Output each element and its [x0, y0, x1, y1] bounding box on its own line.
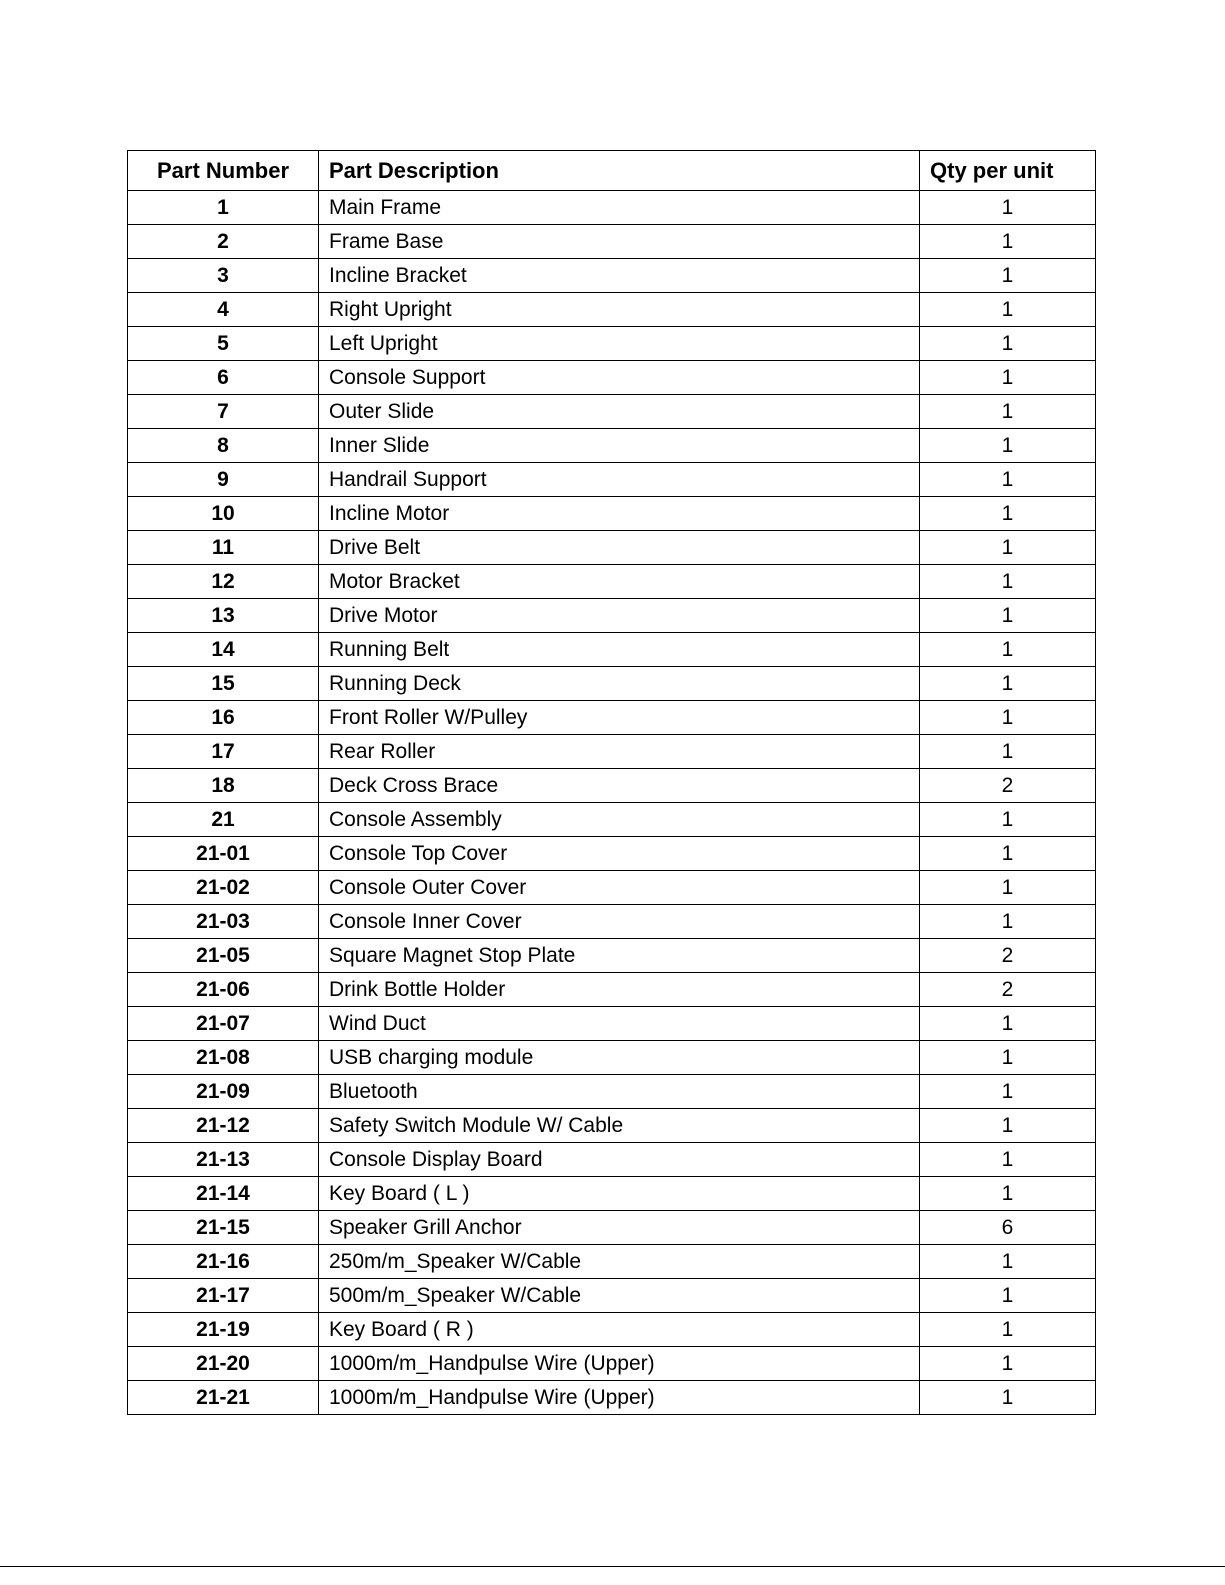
part-number-cell: 21-09 [128, 1075, 319, 1109]
part-description-cell: Motor Bracket [319, 565, 920, 599]
table-row [128, 497, 1096, 531]
qty-cell: 1 [920, 259, 1096, 293]
part-number-cell: 21-02 [128, 871, 319, 905]
qty-cell: 2 [920, 769, 1096, 803]
table-row [128, 293, 1096, 327]
part-description-cell: Key Board ( L ) [319, 1177, 920, 1211]
qty-cell: 1 [920, 1143, 1096, 1177]
table-row [128, 939, 1096, 973]
qty-cell: 1 [920, 293, 1096, 327]
part-description-cell: Rear Roller [319, 735, 920, 769]
part-number-cell: 21-16 [128, 1245, 319, 1279]
qty-cell: 1 [920, 735, 1096, 769]
table-row [128, 463, 1096, 497]
qty-cell: 1 [920, 225, 1096, 259]
table-row [128, 735, 1096, 769]
part-number-cell: 7 [128, 395, 319, 429]
part-number-cell: 21-21 [128, 1381, 319, 1415]
part-number-cell: 21-19 [128, 1313, 319, 1347]
table-row [128, 531, 1096, 565]
qty-cell: 1 [920, 1041, 1096, 1075]
qty-cell: 1 [920, 1381, 1096, 1415]
part-description-cell: Drive Motor [319, 599, 920, 633]
table-row [128, 1211, 1096, 1245]
part-description-cell: Incline Bracket [319, 259, 920, 293]
qty-cell: 1 [920, 599, 1096, 633]
table-row [128, 1279, 1096, 1313]
table-row [128, 803, 1096, 837]
qty-cell: 1 [920, 497, 1096, 531]
part-number-cell: 21-14 [128, 1177, 319, 1211]
table-row [128, 973, 1096, 1007]
qty-cell: 1 [920, 361, 1096, 395]
part-description-cell: Left Upright [319, 327, 920, 361]
part-number-cell: 9 [128, 463, 319, 497]
part-number-cell: 21-03 [128, 905, 319, 939]
part-description-cell: Incline Motor [319, 497, 920, 531]
table-row [128, 565, 1096, 599]
table-row [128, 429, 1096, 463]
part-description-cell: Drive Belt [319, 531, 920, 565]
part-number-cell: 18 [128, 769, 319, 803]
table-row [128, 905, 1096, 939]
parts-table [127, 150, 1096, 1415]
qty-cell: 1 [920, 667, 1096, 701]
table-row [128, 1007, 1096, 1041]
part-number-cell: 13 [128, 599, 319, 633]
part-number-cell: 21-05 [128, 939, 319, 973]
part-description-cell: Console Inner Cover [319, 905, 920, 939]
part-description-cell: USB charging module [319, 1041, 920, 1075]
part-number-cell: 14 [128, 633, 319, 667]
qty-cell: 1 [920, 191, 1096, 225]
part-number-cell: 1 [128, 191, 319, 225]
qty-cell: 1 [920, 429, 1096, 463]
part-number-cell: 2 [128, 225, 319, 259]
table-row [128, 701, 1096, 735]
part-number-cell: 8 [128, 429, 319, 463]
header-qty-per-unit: Qty per unit [920, 151, 1096, 191]
table-row [128, 191, 1096, 225]
table-row [128, 395, 1096, 429]
part-number-cell: 15 [128, 667, 319, 701]
qty-cell: 2 [920, 939, 1096, 973]
part-description-cell: 500m/m_Speaker W/Cable [319, 1279, 920, 1313]
parts-table-body [128, 191, 1096, 1415]
part-number-cell: 10 [128, 497, 319, 531]
qty-cell: 1 [920, 531, 1096, 565]
part-description-cell: Square Magnet Stop Plate [319, 939, 920, 973]
qty-cell: 1 [920, 327, 1096, 361]
qty-cell: 6 [920, 1211, 1096, 1245]
part-description-cell: Bluetooth [319, 1075, 920, 1109]
qty-cell: 1 [920, 1177, 1096, 1211]
qty-cell: 1 [920, 1007, 1096, 1041]
qty-cell: 1 [920, 1075, 1096, 1109]
qty-cell: 1 [920, 905, 1096, 939]
part-description-cell: Frame Base [319, 225, 920, 259]
header-part-description: Part Description [319, 151, 920, 191]
qty-cell: 1 [920, 871, 1096, 905]
table-row [128, 871, 1096, 905]
qty-cell: 1 [920, 803, 1096, 837]
part-description-cell: Running Belt [319, 633, 920, 667]
part-description-cell: Running Deck [319, 667, 920, 701]
qty-cell: 1 [920, 1279, 1096, 1313]
qty-cell: 1 [920, 463, 1096, 497]
part-description-cell: Inner Slide [319, 429, 920, 463]
part-number-cell: 21-07 [128, 1007, 319, 1041]
part-description-cell: Deck Cross Brace [319, 769, 920, 803]
part-description-cell: Console Top Cover [319, 837, 920, 871]
qty-cell: 2 [920, 973, 1096, 1007]
part-number-cell: 3 [128, 259, 319, 293]
part-description-cell: Front Roller W/Pulley [319, 701, 920, 735]
table-row [128, 1177, 1096, 1211]
part-number-cell: 11 [128, 531, 319, 565]
table-row [128, 1313, 1096, 1347]
part-number-cell: 21-13 [128, 1143, 319, 1177]
header-part-number: Part Number [128, 151, 319, 191]
table-row [128, 259, 1096, 293]
table-row [128, 1245, 1096, 1279]
table-row [128, 599, 1096, 633]
part-description-cell: 250m/m_Speaker W/Cable [319, 1245, 920, 1279]
qty-cell: 1 [920, 1109, 1096, 1143]
part-number-cell: 21-17 [128, 1279, 319, 1313]
part-number-cell: 17 [128, 735, 319, 769]
table-row [128, 1347, 1096, 1381]
part-description-cell: Drink Bottle Holder [319, 973, 920, 1007]
part-description-cell: Outer Slide [319, 395, 920, 429]
part-number-cell: 12 [128, 565, 319, 599]
part-description-cell: Safety Switch Module W/ Cable [319, 1109, 920, 1143]
part-description-cell: Console Display Board [319, 1143, 920, 1177]
part-description-cell: Console Assembly [319, 803, 920, 837]
part-number-cell: 6 [128, 361, 319, 395]
table-row [128, 837, 1096, 871]
table-row [128, 667, 1096, 701]
table-row [128, 1143, 1096, 1177]
table-row [128, 1109, 1096, 1143]
part-description-cell: Right Upright [319, 293, 920, 327]
table-row [128, 225, 1096, 259]
page-bottom-rule [0, 1566, 1225, 1567]
table-row [128, 1075, 1096, 1109]
parts-table-header [128, 151, 1096, 191]
qty-cell: 1 [920, 565, 1096, 599]
part-number-cell: 21-15 [128, 1211, 319, 1245]
qty-cell: 1 [920, 837, 1096, 871]
qty-cell: 1 [920, 633, 1096, 667]
part-description-cell: Console Outer Cover [319, 871, 920, 905]
part-description-cell: 1000m/m_Handpulse Wire (Upper) [319, 1381, 920, 1415]
part-number-cell: 21-12 [128, 1109, 319, 1143]
part-description-cell: Key Board ( R ) [319, 1313, 920, 1347]
table-row [128, 1041, 1096, 1075]
part-number-cell: 16 [128, 701, 319, 735]
part-description-cell: Console Support [319, 361, 920, 395]
header-row [128, 151, 1096, 191]
part-description-cell: Wind Duct [319, 1007, 920, 1041]
qty-cell: 1 [920, 395, 1096, 429]
qty-cell: 1 [920, 701, 1096, 735]
part-description-cell: Speaker Grill Anchor [319, 1211, 920, 1245]
part-number-cell: 5 [128, 327, 319, 361]
qty-cell: 1 [920, 1313, 1096, 1347]
table-row [128, 1381, 1096, 1415]
part-number-cell: 21-01 [128, 837, 319, 871]
qty-cell: 1 [920, 1347, 1096, 1381]
part-description-cell: Handrail Support [319, 463, 920, 497]
part-number-cell: 21 [128, 803, 319, 837]
part-description-cell: Main Frame [319, 191, 920, 225]
table-row [128, 769, 1096, 803]
qty-cell: 1 [920, 1245, 1096, 1279]
part-number-cell: 21-20 [128, 1347, 319, 1381]
table-row [128, 327, 1096, 361]
table-row [128, 633, 1096, 667]
part-number-cell: 21-06 [128, 973, 319, 1007]
table-row [128, 361, 1096, 395]
part-description-cell: 1000m/m_Handpulse Wire (Upper) [319, 1347, 920, 1381]
part-number-cell: 4 [128, 293, 319, 327]
part-number-cell: 21-08 [128, 1041, 319, 1075]
